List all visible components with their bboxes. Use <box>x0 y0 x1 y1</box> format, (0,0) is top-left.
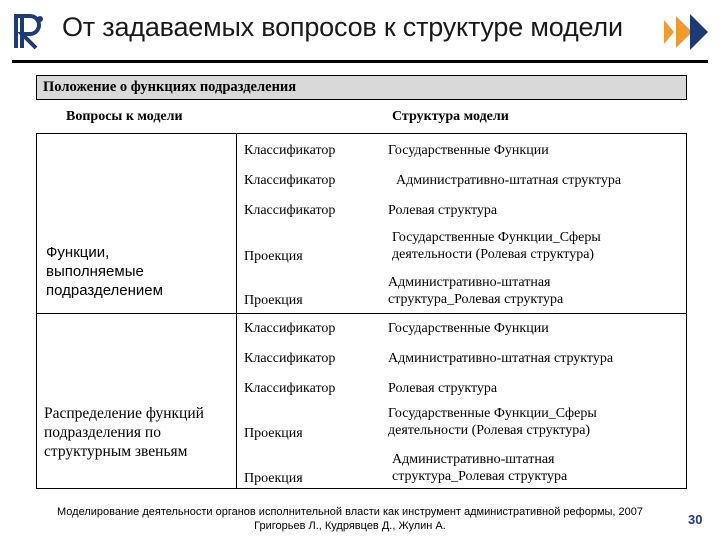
row-type: Классификатор <box>244 351 336 366</box>
page-title: От задаваемых вопросов к структуре модели <box>62 12 623 42</box>
page-number: 30 <box>688 512 703 527</box>
footer-citation <box>0 505 703 533</box>
logo-icon <box>10 10 50 52</box>
table-top-border <box>36 133 687 134</box>
col-header-questions: Вопросы к модели <box>66 109 183 124</box>
question-distribution: Распределение функций подразделения по структурным звеньям <box>44 405 204 460</box>
row-structure: Ролевая структура <box>388 203 498 218</box>
question-functions: Функции, выполняемые подразделением <box>46 244 163 299</box>
row-structure: Государственные Функции_Сферы деятельности (Ролевая структура) <box>388 406 597 438</box>
row-type: Проекция <box>244 249 303 264</box>
col-header-structure: Структура модели <box>392 109 509 124</box>
row-type: Классификатор <box>244 143 336 158</box>
row-type: Проекция <box>244 293 303 308</box>
group-divider-right <box>236 313 687 314</box>
title-divider <box>12 60 708 63</box>
row-structure: Государственные Функции <box>388 143 549 158</box>
row-structure: Государственные Функции_Сферы деятельности (Ролевая структура) <box>392 230 601 262</box>
row-type: Классификатор <box>244 321 336 336</box>
row-structure: Административно-штатная структура <box>388 351 614 366</box>
section-title-bar: Положение о функциях подразделения <box>36 75 687 100</box>
row-structure: Государственные Функции <box>388 321 549 336</box>
row-structure: Ролевая структура <box>388 381 498 396</box>
row-type: Классификатор <box>244 203 336 218</box>
row-type: Классификатор <box>244 173 336 188</box>
table-bottom-border <box>36 488 687 489</box>
group-divider-left <box>36 313 236 314</box>
footer-line-2: Григорьев Л., Кудрявцев Д., Жулин А. <box>254 520 446 532</box>
row-type: Проекция <box>244 471 303 486</box>
row-structure: Административно-штатная структура <box>396 173 622 188</box>
table-left-border <box>36 133 37 488</box>
table-right-border <box>686 133 687 488</box>
table-col-divider <box>236 133 237 488</box>
row-structure: Административно-штатная структура_Ролевая структура <box>392 452 568 484</box>
row-type: Классификатор <box>244 381 336 396</box>
next-slide-arrow-icon[interactable] <box>664 12 708 52</box>
footer-line-1: Моделирование деятельности органов исполнительной власти как инструмент административной реформы, 2007 <box>56 506 643 518</box>
row-structure: Административно-штатная структура_Ролевая структура <box>388 275 564 307</box>
row-type: Проекция <box>244 426 303 441</box>
